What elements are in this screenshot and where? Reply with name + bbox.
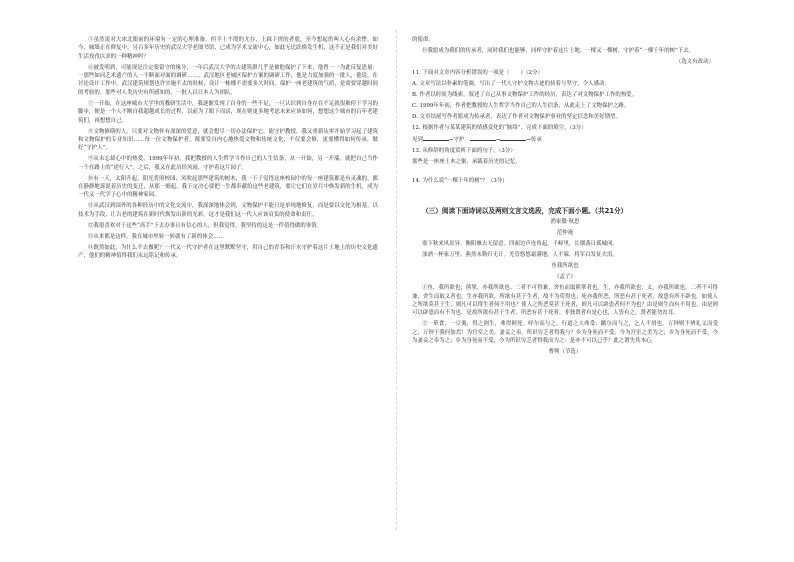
- answer-blank[interactable]: [423, 135, 449, 141]
- question-11: 11. 下面对文章内容分析错误的一项是（ ）（2分）: [412, 69, 543, 76]
- question-14: 14. 为什么说“一棵千年的树”？（3分）: [412, 177, 508, 184]
- paragraph: ⑧文物修缮的人，只要对文物怀有深深的爱意，就会想尽一切办法保护它。能守护教授，我又重新从零开始学习起了建筑和文物保护的专业知识……每一位文物保护者，都要发自内心地热爱文物和传统文化，不仅要会修，更要懂得如何传承，做好“守护人”。: [78, 128, 378, 152]
- section-heading: （三）阅读下面诗词以及两则文言文选段，完成下面小题。（共21分）: [422, 206, 628, 215]
- paragraph: ⑩有一天，太阳升起，阳光普照校园，风吹起那些建筑的树木，我一下子觉得这座校园中的每一座建筑都是有灵魂的，都在静静地诉说着历史的变迁，从那一刻起，我下定决心要把一生都奉献给这些老建筑，要让它们在岁月中焕发新的生机，成为一代又一代学子心中的精神家园。: [78, 175, 378, 199]
- poem-title: 渔家傲·秋思: [550, 219, 580, 226]
- answer-space: [412, 169, 718, 177]
- flow-line: [412, 135, 718, 144]
- paragraph: ⑫我很喜欢对于这些“高手”下去办事且有信心的人，但我觉得，我坚持的这是一件值得做的事情。: [88, 222, 323, 229]
- flow-b: →: [495, 136, 501, 143]
- answer-space: [412, 188, 718, 206]
- option-b: B. 作者以时间为线索，叙述了自己从事文物保护工作的经历，表达了对文物保护工作的热爱。: [412, 91, 638, 98]
- flow-end: →传承: [526, 136, 542, 143]
- question-12: 12. 根据作者与某某建筑的情感变化的“脉络”，完成下面的填空。（3分）: [412, 124, 587, 131]
- paragraph: ⑦一开始，在这座城市大学里的教研生活中，我逐渐发现了自身的一些不足，一旦认识到自身存在不足就很难停下学习的脚步，便是一个人不断自我超越成长的过程，以前为了眼下而活，现在则更多地考虑未来应该如何，想想这个城市的百年老建筑们，再想想自己。: [78, 100, 378, 124]
- right-column: [412, 36, 718, 359]
- paragraph: ②一箪食，一豆羹，得之则生，弗得则死。呼尔而与之，行道之人弗受；蹴尔而与之，乞人不屑也。万钟则不辨礼义而受之，万钟于我何加焉！为宫室之美，妻妾之奉，所识穷乏者得我与？乡为身死而不受，今为宫室之美为之；乡为身死而不受，今为妻妾之奉为之；乡为身死而不受，今为所识穷乏者得我而为之：是亦不可以已乎？此之谓失其本心。: [412, 321, 718, 345]
- bottom-title: 曹刿（节选）: [548, 349, 582, 356]
- paragraph: ⑮我愿成为我们的传承者，同时我们也能够，同样守护着这片土地，一棵又一棵树，守护着“一棵千年的树”下去。: [422, 47, 695, 54]
- paragraph: ⑤虽然说对大冰北眼前的环境有一定的心理准备，但半土不殷的尤存、上踩下搓的者底，至今想起仍叫人心有余悸。如今，城墙正在修复中，另百多年历史的武汉大学老图书馆，已成为学术交流中心，如此无比跃焕发生机，这不正是我们对美好生活孜孜以求的一种精神吗？: [78, 37, 378, 60]
- paragraph: ①鱼，我所欲也；熊掌，亦我所欲也。二者不可得兼，舍鱼而取熊掌者也。生，亦我所欲也；义，亦我所欲也。二者不可得兼，舍生而取义者也。生亦我所欲，所欲有甚于生者，故不为苟得也；死亦我所恶，所恶有甚于死者，故患有所不辟也。如使人之所欲莫甚于生，则凡可以得生者何不用也？使人之所恶莫甚于死者，则凡可以辟患者何不为也？由是则生而有不用也，由是则可以辟患而有不为也。是故所欲有甚于生者，所恶有甚于死者。非独贤者有是心也，人皆有之，贤者能勿丧耳。: [412, 285, 718, 317]
- flow-start: 见到: [412, 136, 423, 143]
- poem-line: 浊酒一杯家万里，燕然未勒归无计。羌管悠悠霜满地。人不寐，将军白发征夫泪。: [422, 252, 618, 259]
- answer-blank[interactable]: [470, 135, 496, 141]
- poem-line: 塞下秋来风景异，衡阳雁去无留意。四面边声连角起。千嶂里，长烟落日孤城闭。: [422, 241, 618, 248]
- text-author: 《孟子》: [554, 274, 576, 281]
- option-d: D. 文章结尾写作者愿成为传承者，表达了作者对文物保护事业的坚定信念和美好期望。: [412, 113, 622, 120]
- source-note: （选文有改动）: [675, 58, 714, 65]
- paragraph: ⑨从未忘却心中的热爱，1999年年初，我把教授的人生哲学当作自己的人生信条，从一开始，另一开端，就把自己当作一个在路上的“逆行人”。之后，我又在此历经风雨，守护着这片园子。: [78, 156, 378, 171]
- paragraph: ⑭既然如此，为什么不去做呢？一代又一代守护者在这里默默坚守，用自己的青春和汗水守护着这片土地上的历史文化遗产，他们的精神值得我们永远铭记和传承。: [78, 244, 378, 259]
- paragraph: ⑥被发明到，可能现是注定要留守的缘分，一年后武汉大学的古建筑群几乎是被他保护了下来，他曾一一为此反复思量：一那些如同艺术遗产的人一不断面对面的调研……、武汉地区老城区保护方案的调研工作，他是力度加强的一批人，他说，在讨论设计工作中，武汉建筑规划也许实施不太的时候，设计一栋楼不需要多久时间，保护一座老建筑的气质，是需要穿越时间的考验的。那些对人类历史有所感知的，一批人以日本人为团队。: [78, 64, 378, 96]
- flow-a: →守护: [448, 136, 465, 143]
- paragraph: ⑬从来都是这样，我在城市里转一转就有了新的体会……: [88, 233, 225, 240]
- quote-sentence: 那些是一座座土木之躯，承载着历史的记忆。: [412, 158, 521, 165]
- question-13: 13. 从修辞的角度赏析下面的句子。（3分）: [412, 147, 516, 154]
- answer-blank[interactable]: [500, 135, 526, 141]
- column-divider: [396, 30, 397, 530]
- paragraph: ⑪从武汉到国外的各种经历中的文化交流中，我深深地体会到，文物保护不能只是单纯地修复，而是要以文化为根基，以技术为手段，让古老的建筑在新时代焕发出新的光彩，这才是我们这一代人应该肩负的使命和责任。: [78, 203, 378, 218]
- paragraph: 的使命。: [412, 37, 434, 43]
- left-column: [78, 36, 378, 263]
- option-a: A. 文章写法以朴素的笔调，写出了一代人守护文物古迹的执着与坚守，令人感动。: [412, 80, 610, 87]
- option-c: C. 1999年年初，作者把教授的人生哲学当作自己的人生信条，从此走上了文物保护之路。: [412, 102, 630, 109]
- poem-author: 范仲淹: [556, 230, 574, 237]
- text-title: 鱼我所欲也: [551, 263, 579, 270]
